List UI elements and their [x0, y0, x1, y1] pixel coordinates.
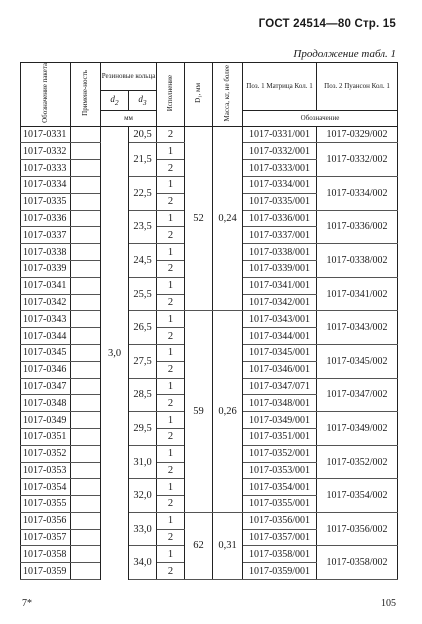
- matrix-designation: 1017-0348/001: [243, 395, 317, 412]
- ring-d3-value: 26,5: [129, 311, 157, 345]
- package-designation: 1017-0343: [21, 311, 71, 328]
- ring-d3-value: 21,5: [129, 143, 157, 177]
- application-cell: [71, 294, 101, 311]
- header-d1: D₁, мм: [185, 63, 213, 127]
- execution-number: 1: [157, 378, 185, 395]
- header-application: Примене-ность: [71, 63, 101, 127]
- package-designation: 1017-0359: [21, 563, 71, 580]
- execution-number: 2: [157, 260, 185, 277]
- package-designation: 1017-0336: [21, 210, 71, 227]
- package-designation: 1017-0334: [21, 176, 71, 193]
- mass-value: 0,31: [213, 512, 243, 579]
- execution-number: 2: [157, 496, 185, 513]
- matrix-designation: 1017-0342/001: [243, 294, 317, 311]
- d1-value: 59: [185, 311, 213, 513]
- execution-number: 1: [157, 176, 185, 193]
- punch-designation: 1017-0343/002: [317, 311, 398, 345]
- matrix-designation: 1017-0359/001: [243, 563, 317, 580]
- package-designation: 1017-0347: [21, 378, 71, 395]
- punch-designation: 1017-0338/002: [317, 244, 398, 278]
- ring-d2-value: 3,0: [101, 126, 129, 580]
- header-designation: Обозначение пакета: [21, 63, 71, 127]
- application-cell: [71, 412, 101, 429]
- package-designation: 1017-0355: [21, 496, 71, 513]
- table-row: [21, 126, 398, 143]
- package-designation: 1017-0344: [21, 328, 71, 345]
- application-cell: [71, 395, 101, 412]
- application-cell: [71, 311, 101, 328]
- application-cell: [71, 563, 101, 580]
- package-designation: 1017-0345: [21, 344, 71, 361]
- matrix-designation: 1017-0352/001: [243, 445, 317, 462]
- package-designation: 1017-0333: [21, 160, 71, 177]
- execution-number: 1: [157, 244, 185, 261]
- package-designation: 1017-0356: [21, 512, 71, 529]
- punch-designation: 1017-0334/002: [317, 176, 398, 210]
- table-continuation: Продолжение табл. 1: [293, 48, 396, 60]
- matrix-designation: 1017-0349/001: [243, 412, 317, 429]
- ring-d3-value: 33,0: [129, 512, 157, 546]
- package-designation: 1017-0352: [21, 445, 71, 462]
- application-cell: [71, 445, 101, 462]
- application-cell: [71, 546, 101, 563]
- punch-designation: 1017-0349/002: [317, 412, 398, 446]
- application-cell: [71, 529, 101, 546]
- punch-designation: 1017-0354/002: [317, 479, 398, 513]
- matrix-designation: 1017-0338/001: [243, 244, 317, 261]
- page-header: ГОСТ 24514—80 Стр. 15: [258, 18, 396, 30]
- matrix-designation: 1017-0357/001: [243, 529, 317, 546]
- header-mm: мм: [101, 111, 157, 126]
- ring-d3-value: 20,5: [129, 126, 157, 143]
- application-cell: [71, 344, 101, 361]
- matrix-designation: 1017-0351/001: [243, 428, 317, 445]
- execution-number: 1: [157, 210, 185, 227]
- mass-value: 0,26: [213, 311, 243, 513]
- punch-designation: 1017-0332/002: [317, 143, 398, 177]
- execution-number: 2: [157, 462, 185, 479]
- execution-number: 2: [157, 227, 185, 244]
- package-designation: 1017-0353: [21, 462, 71, 479]
- punch-designation: 1017-0356/002: [317, 512, 398, 546]
- page-number: 105: [381, 598, 396, 609]
- matrix-designation: 1017-0344/001: [243, 328, 317, 345]
- package-designation: 1017-0351: [21, 428, 71, 445]
- ring-d3-value: 29,5: [129, 412, 157, 446]
- header-designation-sub: Обозначение: [243, 111, 398, 126]
- execution-number: 1: [157, 546, 185, 563]
- package-designation: 1017-0342: [21, 294, 71, 311]
- package-designation: 1017-0338: [21, 244, 71, 261]
- ring-d3-value: 24,5: [129, 244, 157, 278]
- application-cell: [71, 428, 101, 445]
- header-rubber-rings: Резиновые кольца: [101, 63, 157, 91]
- application-cell: [71, 210, 101, 227]
- application-cell: [71, 126, 101, 143]
- execution-number: 2: [157, 294, 185, 311]
- package-designation: 1017-0348: [21, 395, 71, 412]
- ring-d3-value: 31,0: [129, 445, 157, 479]
- matrix-designation: 1017-0335/001: [243, 193, 317, 210]
- execution-number: 2: [157, 126, 185, 143]
- application-cell: [71, 143, 101, 160]
- punch-designation: 1017-0358/002: [317, 546, 398, 580]
- execution-number: 2: [157, 193, 185, 210]
- header-d3: $d_3$: [129, 91, 157, 111]
- package-designation: 1017-0341: [21, 277, 71, 294]
- application-cell: [71, 193, 101, 210]
- execution-number: 2: [157, 160, 185, 177]
- execution-number: 1: [157, 479, 185, 496]
- execution-number: 1: [157, 311, 185, 328]
- execution-number: 1: [157, 277, 185, 294]
- matrix-designation: 1017-0336/001: [243, 210, 317, 227]
- execution-number: 2: [157, 428, 185, 445]
- mass-value: 0,24: [213, 126, 243, 311]
- ring-d3-value: 25,5: [129, 277, 157, 311]
- execution-number: 1: [157, 344, 185, 361]
- punch-designation: 1017-0347/002: [317, 378, 398, 412]
- matrix-designation: 1017-0355/001: [243, 496, 317, 513]
- matrix-designation: 1017-0334/001: [243, 176, 317, 193]
- matrix-designation: 1017-0358/001: [243, 546, 317, 563]
- application-cell: [71, 328, 101, 345]
- d1-value: 62: [185, 512, 213, 579]
- matrix-designation: 1017-0339/001: [243, 260, 317, 277]
- matrix-designation: 1017-0347/071: [243, 378, 317, 395]
- execution-number: 2: [157, 563, 185, 580]
- matrix-designation: 1017-0356/001: [243, 512, 317, 529]
- execution-number: 1: [157, 445, 185, 462]
- table-row: [21, 311, 398, 328]
- package-designation: 1017-0335: [21, 193, 71, 210]
- matrix-designation: 1017-0337/001: [243, 227, 317, 244]
- header-use: Исполнение: [157, 63, 185, 127]
- execution-number: 2: [157, 529, 185, 546]
- table-row: [21, 512, 398, 529]
- package-designation: 1017-0331: [21, 126, 71, 143]
- ring-d3-value: 22,5: [129, 176, 157, 210]
- package-designation: 1017-0332: [21, 143, 71, 160]
- matrix-designation: 1017-0354/001: [243, 479, 317, 496]
- ring-d3-value: 32,0: [129, 479, 157, 513]
- execution-number: 1: [157, 512, 185, 529]
- punch-designation: 1017-0345/002: [317, 344, 398, 378]
- package-designation: 1017-0358: [21, 546, 71, 563]
- d1-value: 52: [185, 126, 213, 311]
- application-cell: [71, 361, 101, 378]
- footer-left: 7*: [22, 598, 32, 609]
- application-cell: [71, 512, 101, 529]
- application-cell: [71, 277, 101, 294]
- specification-table: [20, 62, 398, 580]
- application-cell: [71, 378, 101, 395]
- header-d2: $d_2$: [101, 91, 129, 111]
- execution-number: 2: [157, 395, 185, 412]
- matrix-designation: 1017-0341/001: [243, 277, 317, 294]
- punch-designation: 1017-0352/002: [317, 445, 398, 479]
- application-cell: [71, 160, 101, 177]
- package-designation: 1017-0357: [21, 529, 71, 546]
- ring-d3-value: 34,0: [129, 546, 157, 580]
- package-designation: 1017-0339: [21, 260, 71, 277]
- package-designation: 1017-0354: [21, 479, 71, 496]
- header-mass: Масса, кг, не более: [213, 63, 243, 127]
- package-designation: 1017-0337: [21, 227, 71, 244]
- application-cell: [71, 244, 101, 261]
- punch-designation: 1017-0329/002: [317, 126, 398, 143]
- application-cell: [71, 462, 101, 479]
- table-body: [21, 126, 398, 580]
- application-cell: [71, 176, 101, 193]
- punch-designation: 1017-0336/002: [317, 210, 398, 244]
- execution-number: 1: [157, 412, 185, 429]
- matrix-designation: 1017-0346/001: [243, 361, 317, 378]
- matrix-designation: 1017-0343/001: [243, 311, 317, 328]
- header-pos1: Поз. 1 Матрица Кол. 1: [243, 63, 317, 111]
- matrix-designation: 1017-0345/001: [243, 344, 317, 361]
- matrix-designation: 1017-0332/001: [243, 143, 317, 160]
- execution-number: 2: [157, 328, 185, 345]
- header-pos2: Поз. 2 Пуансон Кол. 1: [317, 63, 398, 111]
- ring-d3-value: 23,5: [129, 210, 157, 244]
- matrix-designation: 1017-0333/001: [243, 160, 317, 177]
- punch-designation: 1017-0341/002: [317, 277, 398, 311]
- application-cell: [71, 227, 101, 244]
- ring-d3-value: 27,5: [129, 344, 157, 378]
- matrix-designation: 1017-0353/001: [243, 462, 317, 479]
- execution-number: 2: [157, 361, 185, 378]
- application-cell: [71, 479, 101, 496]
- package-designation: 1017-0346: [21, 361, 71, 378]
- application-cell: [71, 260, 101, 277]
- matrix-designation: 1017-0331/001: [243, 126, 317, 143]
- execution-number: 1: [157, 143, 185, 160]
- application-cell: [71, 496, 101, 513]
- package-designation: 1017-0349: [21, 412, 71, 429]
- ring-d3-value: 28,5: [129, 378, 157, 412]
